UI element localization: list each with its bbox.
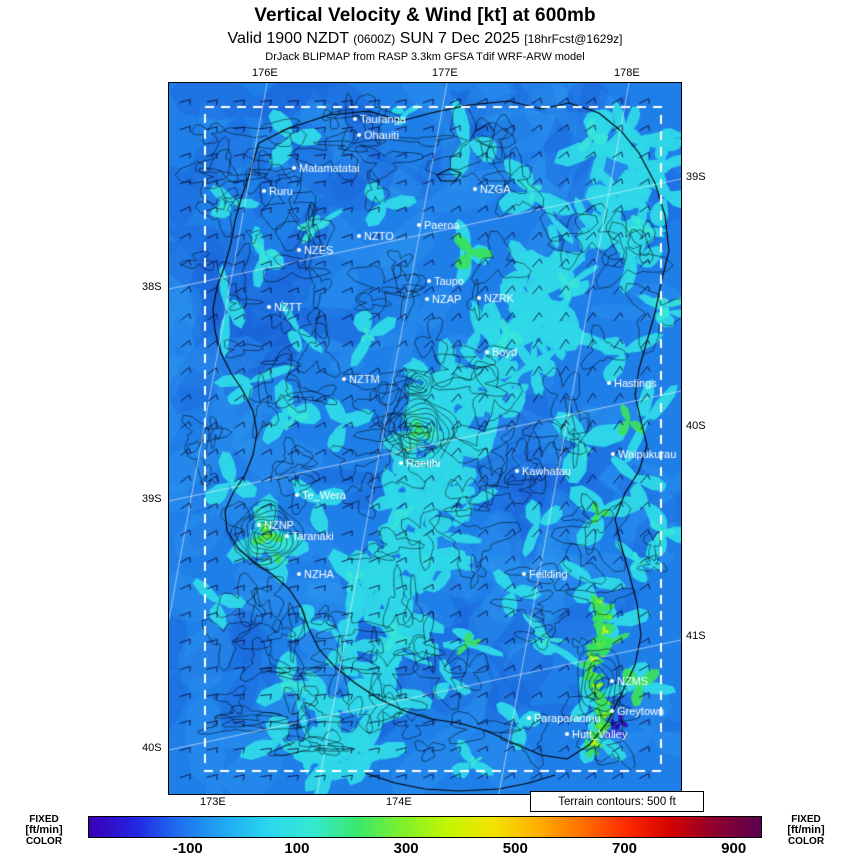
legend-left-line3: COLOR <box>25 836 63 847</box>
axis-label-bottom-0: 173E <box>200 796 226 808</box>
terrain-contour-note: Terrain contours: 500 ft <box>530 791 704 812</box>
colorbar-tick-5: 900 <box>721 840 747 857</box>
colorbar-tick-3: 500 <box>502 840 528 857</box>
colorbar-tick-labels <box>88 840 762 858</box>
legend-right-line2: [ft/min] <box>787 824 825 836</box>
valid-time-utc: (0600Z) <box>353 32 396 46</box>
axis-label-right-2: 41S <box>686 630 706 642</box>
colorbar-tick-1: 100 <box>284 840 310 857</box>
valid-time-line <box>0 30 850 48</box>
valid-date: SUN 7 Dec 2025 <box>399 30 520 47</box>
map-plot-canvas <box>169 83 681 794</box>
axis-label-right-0: 39S <box>686 171 706 183</box>
color-legend <box>0 812 850 858</box>
axis-label-right-1: 40S <box>686 420 706 432</box>
legend-left-line1: FIXED <box>29 814 59 825</box>
colorbar-tick-4: 700 <box>611 840 638 857</box>
legend-right-line1: FIXED <box>791 814 821 825</box>
axis-label-bottom-1: 174E <box>386 796 412 808</box>
axis-label-left-0: 38S <box>142 281 162 293</box>
title-block <box>0 0 850 63</box>
axis-label-top-0: 176E <box>252 67 278 79</box>
colorbar <box>88 816 762 838</box>
axis-label-left-1: 39S <box>142 493 162 505</box>
legend-right-caption <box>764 814 848 847</box>
valid-time-prefix: Valid 1900 NZDT <box>227 30 349 47</box>
model-credit: DrJack BLIPMAP from RASP 3.3km GFSA Tdif WRF-ARW model <box>265 51 585 63</box>
map-frame[interactable] <box>168 82 682 795</box>
colorbar-tick-2: 300 <box>393 840 419 857</box>
axis-label-top-1: 177E <box>432 67 458 79</box>
axis-label-top-2: 178E <box>614 67 640 79</box>
legend-left-caption <box>2 814 86 847</box>
axis-label-left-2: 40S <box>142 742 162 754</box>
forecast-stamp: [18hrFcst@1629z] <box>524 32 623 46</box>
legend-left-line2: [ft/min] <box>25 824 63 836</box>
legend-right-line3: COLOR <box>787 836 825 847</box>
page-title: Vertical Velocity & Wind [kt] at 600mb <box>254 5 596 26</box>
colorbar-tick-0: -100 <box>172 840 203 857</box>
